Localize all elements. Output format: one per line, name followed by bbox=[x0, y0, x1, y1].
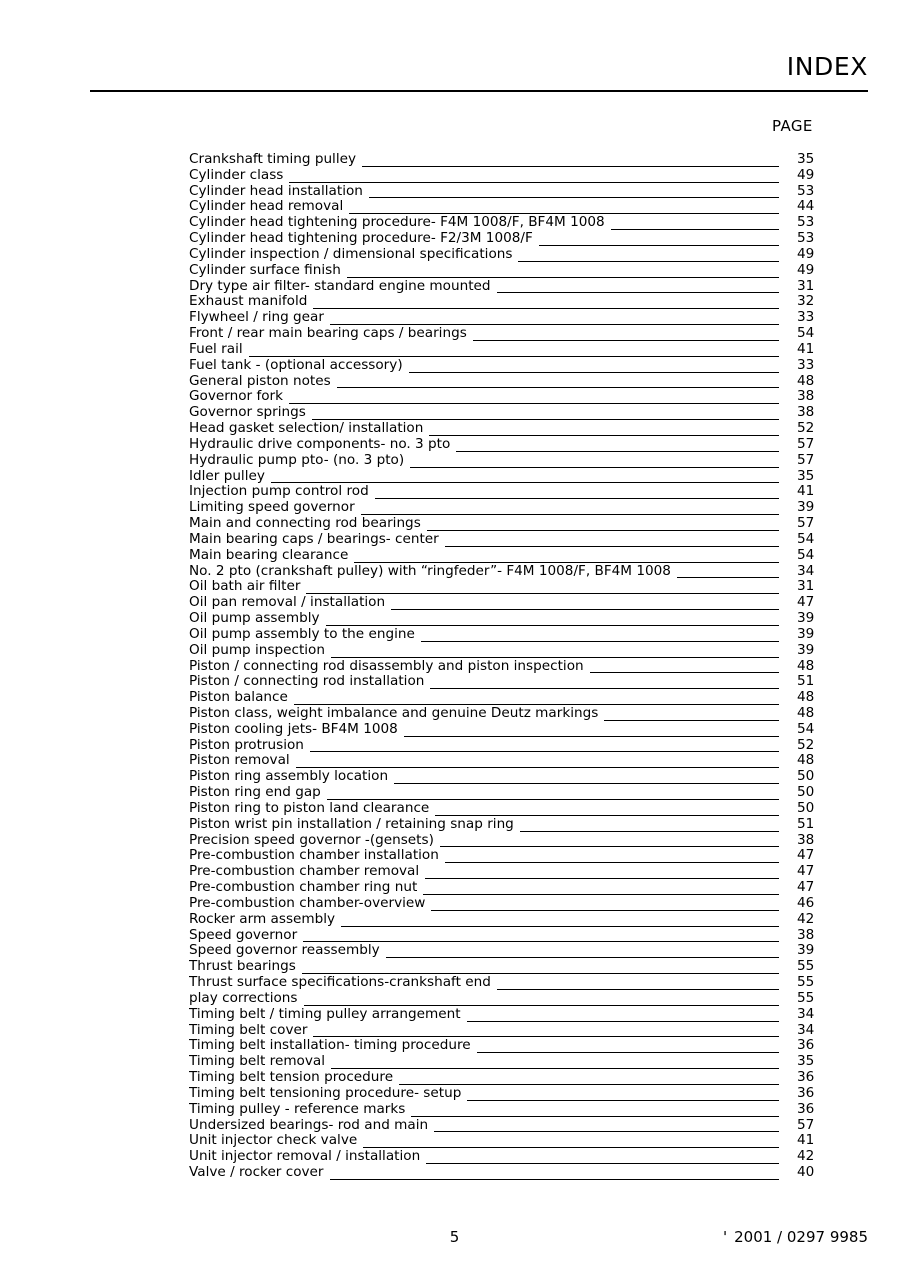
index-entry-label: Piston protrusion bbox=[189, 738, 310, 754]
index-entry-page-number: 35 bbox=[797, 467, 815, 484]
index-entry-label: Cylinder surface finish bbox=[189, 263, 347, 279]
index-entry-label: Thrust surface specifications-crankshaft end bbox=[189, 975, 497, 991]
index-entry[interactable] bbox=[189, 1165, 869, 1181]
index-entry-leader-area bbox=[189, 437, 779, 453]
index-entry-page-number: 39 bbox=[797, 499, 815, 516]
index-entry-leader-area bbox=[189, 690, 779, 706]
index-entry-label: No. 2 pto (crankshaft pulley) with “ringfeder”- F4M 1008/F, BF4M 1008 bbox=[189, 564, 677, 580]
index-entry-label: Governor springs bbox=[189, 405, 312, 421]
index-entry[interactable] bbox=[189, 1102, 869, 1118]
index-entry[interactable] bbox=[189, 516, 869, 532]
index-entry-leader-area bbox=[189, 469, 779, 485]
index-entry-page-number: 54 bbox=[797, 325, 815, 342]
index-entry-page-number: 41 bbox=[797, 1132, 815, 1149]
index-entry-leader-area bbox=[189, 864, 779, 880]
index-entry-leader-area bbox=[189, 1102, 779, 1118]
index-entry-leader-area bbox=[189, 263, 779, 279]
index-entry-leader-area bbox=[189, 848, 779, 864]
index-entry[interactable] bbox=[189, 659, 869, 675]
index-entry-leader-area bbox=[189, 943, 779, 959]
index-entry-label: Speed governor reassembly bbox=[189, 943, 386, 959]
index-entry[interactable] bbox=[189, 500, 869, 516]
index-entry[interactable] bbox=[189, 294, 869, 310]
index-entry-page-number: 47 bbox=[797, 863, 815, 880]
index-entry-label: Limiting speed governor bbox=[189, 500, 361, 516]
index-entry[interactable] bbox=[189, 627, 869, 643]
index-entry-page-number: 52 bbox=[797, 736, 815, 753]
index-entry[interactable] bbox=[189, 469, 869, 485]
index-entry-leader-area bbox=[189, 1007, 779, 1023]
index-entry[interactable] bbox=[189, 690, 869, 706]
index-entry-page-number: 38 bbox=[797, 831, 815, 848]
footer-page-number: 5 bbox=[449, 1228, 460, 1246]
index-entry-label: Piston removal bbox=[189, 753, 296, 769]
index-entry[interactable] bbox=[189, 738, 869, 754]
leader-line bbox=[189, 482, 779, 483]
index-entry-page-number: 36 bbox=[797, 1100, 815, 1117]
index-entry-leader-area bbox=[189, 1086, 779, 1102]
index-entry-page-number: 36 bbox=[797, 1037, 815, 1054]
index-entry[interactable] bbox=[189, 1118, 869, 1134]
index-entry-leader-area bbox=[189, 184, 779, 200]
index-entry-leader-area bbox=[189, 168, 779, 184]
index-entry-label: Unit injector check valve bbox=[189, 1133, 363, 1149]
footer-document-code bbox=[90, 1228, 868, 1246]
index-entry-leader-area bbox=[189, 374, 779, 390]
index-entry-leader-area bbox=[189, 643, 779, 659]
index-entry-page-number: 40 bbox=[797, 1164, 815, 1180]
index-entry[interactable] bbox=[189, 1007, 869, 1023]
index-entry-page-number: 34 bbox=[797, 1021, 815, 1038]
index-entry-label: Piston wrist pin installation / retaining snap ring bbox=[189, 817, 520, 833]
index-entry-page-number: 53 bbox=[797, 182, 815, 199]
page-title: INDEX bbox=[786, 52, 868, 81]
index-entry-leader-area bbox=[189, 579, 779, 595]
index-entry-page-number: 57 bbox=[797, 1116, 815, 1133]
index-entry-page-number: 34 bbox=[797, 562, 815, 579]
index-entry[interactable] bbox=[189, 358, 869, 374]
index-entry[interactable] bbox=[189, 928, 869, 944]
index-entry-leader-area bbox=[189, 1118, 779, 1134]
index-entry-page-number: 34 bbox=[797, 1005, 815, 1022]
index-entry-label: Exhaust manifold bbox=[189, 294, 313, 310]
index-entry-leader-area bbox=[189, 753, 779, 769]
index-entry[interactable] bbox=[189, 1038, 869, 1054]
index-entry-page-number: 36 bbox=[797, 1084, 815, 1101]
index-entry[interactable] bbox=[189, 184, 869, 200]
index-entry[interactable] bbox=[189, 753, 869, 769]
footer-code-text: 2001 / 0297 9985 bbox=[734, 1228, 868, 1246]
index-entry-label: Timing belt installation- timing procedure bbox=[189, 1038, 477, 1054]
index-entry-leader-area bbox=[189, 659, 779, 675]
index-entry-leader-area bbox=[189, 928, 779, 944]
index-entry[interactable] bbox=[189, 247, 869, 263]
index-entry[interactable] bbox=[189, 611, 869, 627]
index-entry-leader-area bbox=[189, 627, 779, 643]
index-entry-leader-area bbox=[189, 389, 779, 405]
index-entry-page-number: 47 bbox=[797, 879, 815, 896]
index-entry[interactable] bbox=[189, 168, 869, 184]
index-entry-leader-area bbox=[189, 548, 779, 564]
index-entry-page-number: 31 bbox=[797, 277, 815, 294]
index-entry-label: Speed governor bbox=[189, 928, 303, 944]
index-entry[interactable] bbox=[189, 769, 869, 785]
index-entry-label: Pre-combustion chamber removal bbox=[189, 864, 425, 880]
index-entry-label: Cylinder head removal bbox=[189, 199, 349, 215]
index-entry-page-number: 57 bbox=[797, 515, 815, 532]
index-entry-page-number: 49 bbox=[797, 245, 815, 262]
index-entry-leader-area bbox=[189, 1149, 779, 1165]
index-entry[interactable] bbox=[189, 833, 869, 849]
index-entry-page-number: 48 bbox=[797, 704, 815, 721]
index-entry-leader-area bbox=[189, 453, 779, 469]
index-entry[interactable] bbox=[189, 1086, 869, 1102]
index-entry[interactable] bbox=[189, 405, 869, 421]
index-entry-label: Injection pump control rod bbox=[189, 484, 375, 500]
index-entry[interactable] bbox=[189, 643, 869, 659]
index-entry-leader-area bbox=[189, 959, 779, 975]
index-entry[interactable] bbox=[189, 484, 869, 500]
index-entry-label: Pre-combustion chamber ring nut bbox=[189, 880, 423, 896]
index-entry[interactable] bbox=[189, 817, 869, 833]
index-entry-page-number: 32 bbox=[797, 293, 815, 310]
index-entry[interactable] bbox=[189, 532, 869, 548]
index-entry-page-number: 57 bbox=[797, 435, 815, 452]
index-entry-page-number: 35 bbox=[797, 1053, 815, 1070]
index-entry[interactable] bbox=[189, 1070, 869, 1086]
index-entry-leader-area bbox=[189, 769, 779, 785]
index-entry-page-number: 51 bbox=[797, 673, 815, 690]
index-entry-leader-area bbox=[189, 421, 779, 437]
index-entry-label: Pre-combustion chamber-overview bbox=[189, 896, 431, 912]
index-entry-leader-area bbox=[189, 310, 779, 326]
index-entry-leader-area bbox=[189, 1023, 779, 1039]
index-entry-label: General piston notes bbox=[189, 374, 337, 390]
page-column-header: PAGE bbox=[772, 117, 813, 135]
index-entry-page-number: 44 bbox=[797, 198, 815, 215]
index-entry-leader-area bbox=[189, 975, 779, 991]
index-entry-label: Timing belt / timing pulley arrangement bbox=[189, 1007, 467, 1023]
index-entry-label: Hydraulic pump pto- (no. 3 pto) bbox=[189, 453, 410, 469]
index-entry-label: Unit injector removal / installation bbox=[189, 1149, 426, 1165]
leader-line bbox=[189, 356, 779, 357]
index-entry-list bbox=[189, 152, 869, 1181]
index-entry-page-number: 49 bbox=[797, 261, 815, 278]
index-entry[interactable] bbox=[189, 880, 869, 896]
index-entry-label: Oil pump inspection bbox=[189, 643, 331, 659]
index-entry-leader-area bbox=[189, 1133, 779, 1149]
index-entry-label: play corrections bbox=[189, 991, 304, 1007]
header-divider bbox=[90, 90, 868, 92]
index-entry-leader-area bbox=[189, 1165, 779, 1181]
index-entry[interactable] bbox=[189, 579, 869, 595]
index-entry-page-number: 48 bbox=[797, 689, 815, 706]
index-entry[interactable] bbox=[189, 975, 869, 991]
index-entry[interactable] bbox=[189, 896, 869, 912]
index-entry-label: Main bearing caps / bearings- center bbox=[189, 532, 445, 548]
index-entry[interactable] bbox=[189, 389, 869, 405]
index-entry-leader-area bbox=[189, 279, 779, 295]
index-entry-page-number: 31 bbox=[797, 578, 815, 595]
index-entry[interactable] bbox=[189, 199, 869, 215]
index-entry-label: Cylinder class bbox=[189, 168, 289, 184]
index-entry[interactable] bbox=[189, 785, 869, 801]
index-entry-leader-area bbox=[189, 896, 779, 912]
index-entry-label: Undersized bearings- rod and main bbox=[189, 1118, 434, 1134]
index-entry-page-number: 36 bbox=[797, 1069, 815, 1086]
index-entry[interactable] bbox=[189, 943, 869, 959]
index-entry-leader-area bbox=[189, 516, 779, 532]
index-entry-label: Timing belt cover bbox=[189, 1023, 313, 1039]
index-entry-leader-area bbox=[189, 595, 779, 611]
index-entry[interactable] bbox=[189, 864, 869, 880]
index-entry[interactable] bbox=[189, 263, 869, 279]
index-entry-page-number: 35 bbox=[797, 151, 815, 167]
index-entry[interactable] bbox=[189, 1149, 869, 1165]
index-entry-page-number: 38 bbox=[797, 404, 815, 421]
index-entry-page-number: 54 bbox=[797, 720, 815, 737]
index-entry[interactable] bbox=[189, 453, 869, 469]
index-entry-label: Precision speed governor -(gensets) bbox=[189, 833, 440, 849]
index-entry-page-number: 39 bbox=[797, 641, 815, 658]
index-entry[interactable] bbox=[189, 215, 869, 231]
index-entry-label: Idler pulley bbox=[189, 469, 271, 485]
index-entry-page-number: 50 bbox=[797, 799, 815, 816]
index-entry-label: Piston / connecting rod installation bbox=[189, 674, 430, 690]
index-entry[interactable] bbox=[189, 1023, 869, 1039]
index-entry-leader-area bbox=[189, 247, 779, 263]
index-entry-leader-area bbox=[189, 231, 779, 247]
index-entry-leader-area bbox=[189, 484, 779, 500]
index-entry-label: Piston cooling jets- BF4M 1008 bbox=[189, 722, 404, 738]
index-entry-leader-area bbox=[189, 991, 779, 1007]
index-entry-label: Dry type air filter- standard engine mounted bbox=[189, 279, 497, 295]
index-entry-label: Main bearing clearance bbox=[189, 548, 354, 564]
index-entry[interactable] bbox=[189, 959, 869, 975]
index-entry-label: Oil pan removal / installation bbox=[189, 595, 391, 611]
index-entry-page-number: 38 bbox=[797, 926, 815, 943]
index-entry-leader-area bbox=[189, 152, 779, 168]
index-entry-label: Governor fork bbox=[189, 389, 289, 405]
index-entry-page-number: 53 bbox=[797, 230, 815, 247]
index-entry-label: Piston ring assembly location bbox=[189, 769, 394, 785]
index-entry-label: Oil pump assembly to the engine bbox=[189, 627, 421, 643]
index-entry[interactable] bbox=[189, 326, 869, 342]
index-entry-leader-area bbox=[189, 326, 779, 342]
index-entry-leader-area bbox=[189, 785, 779, 801]
index-entry-page-number: 48 bbox=[797, 752, 815, 769]
index-entry[interactable] bbox=[189, 564, 869, 580]
index-entry-leader-area bbox=[189, 801, 779, 817]
index-entry-page-number: 41 bbox=[797, 340, 815, 357]
index-entry[interactable] bbox=[189, 912, 869, 928]
index-entry[interactable] bbox=[189, 374, 869, 390]
index-entry[interactable] bbox=[189, 848, 869, 864]
index-entry[interactable] bbox=[189, 991, 869, 1007]
index-entry-leader-area bbox=[189, 294, 779, 310]
index-entry-leader-area bbox=[189, 706, 779, 722]
copyright-mark-icon: ' bbox=[722, 1228, 728, 1246]
index-entry[interactable] bbox=[189, 421, 869, 437]
index-entry-label: Oil pump assembly bbox=[189, 611, 326, 627]
index-entry-label: Hydraulic drive components- no. 3 pto bbox=[189, 437, 456, 453]
index-entry-leader-area bbox=[189, 532, 779, 548]
index-entry-page-number: 41 bbox=[797, 483, 815, 500]
index-entry-label: Cylinder head installation bbox=[189, 184, 369, 200]
index-entry-label: Piston ring to piston land clearance bbox=[189, 801, 435, 817]
index-entry-leader-area bbox=[189, 912, 779, 928]
index-entry-page-number: 39 bbox=[797, 625, 815, 642]
index-entry-label: Timing belt removal bbox=[189, 1054, 331, 1070]
index-entry-label: Crankshaft timing pulley bbox=[189, 152, 362, 168]
index-entry-page-number: 39 bbox=[797, 942, 815, 959]
index-entry-page-number: 47 bbox=[797, 594, 815, 611]
index-entry-page-number: 49 bbox=[797, 166, 815, 183]
index-entry[interactable] bbox=[189, 279, 869, 295]
index-entry-leader-area bbox=[189, 405, 779, 421]
index-entry-leader-area bbox=[189, 611, 779, 627]
index-entry-page-number: 47 bbox=[797, 847, 815, 864]
index-entry-leader-area bbox=[189, 215, 779, 231]
index-entry[interactable] bbox=[189, 342, 869, 358]
index-entry[interactable] bbox=[189, 1054, 869, 1070]
index-entry-page-number: 42 bbox=[797, 910, 815, 927]
index-entry-leader-area bbox=[189, 342, 779, 358]
index-entry-page-number: 55 bbox=[797, 958, 815, 975]
index-entry-page-number: 50 bbox=[797, 784, 815, 801]
index-entry-leader-area bbox=[189, 199, 779, 215]
index-entry[interactable] bbox=[189, 674, 869, 690]
index-entry-label: Oil bath air filter bbox=[189, 579, 306, 595]
index-entry-page-number: 48 bbox=[797, 657, 815, 674]
index-entry-label: Rocker arm assembly bbox=[189, 912, 341, 928]
index-entry[interactable] bbox=[189, 310, 869, 326]
index-entry-label: Piston ring end gap bbox=[189, 785, 327, 801]
index-entry-page-number: 50 bbox=[797, 768, 815, 785]
index-entry-page-number: 42 bbox=[797, 1148, 815, 1165]
index-entry-label: Timing pulley - reference marks bbox=[189, 1102, 411, 1118]
index-entry-page-number: 46 bbox=[797, 894, 815, 911]
index-entry-leader-area bbox=[189, 358, 779, 374]
index-entry-page-number: 48 bbox=[797, 372, 815, 389]
index-entry-label: Piston balance bbox=[189, 690, 294, 706]
index-entry-leader-area bbox=[189, 738, 779, 754]
index-entry-leader-area bbox=[189, 1070, 779, 1086]
index-entry-label: Valve / rocker cover bbox=[189, 1165, 330, 1181]
index-entry-leader-area bbox=[189, 500, 779, 516]
index-entry-leader-area bbox=[189, 1054, 779, 1070]
index-entry-label: Pre-combustion chamber installation bbox=[189, 848, 445, 864]
index-entry-label: Timing belt tension procedure bbox=[189, 1070, 399, 1086]
index-entry-label: Piston / connecting rod disassembly and piston inspection bbox=[189, 659, 590, 675]
index-entry-label: Fuel tank - (optional accessory) bbox=[189, 358, 409, 374]
index-entry-page-number: 54 bbox=[797, 546, 815, 563]
index-entry-page-number: 39 bbox=[797, 610, 815, 627]
index-entry-label: Timing belt tensioning procedure- setup bbox=[189, 1086, 467, 1102]
index-entry-label: Cylinder inspection / dimensional specifications bbox=[189, 247, 518, 263]
index-entry-page-number: 55 bbox=[797, 989, 815, 1006]
index-entry-label: Fuel rail bbox=[189, 342, 249, 358]
index-entry[interactable] bbox=[189, 595, 869, 611]
index-entry-page-number: 55 bbox=[797, 974, 815, 991]
index-entry[interactable] bbox=[189, 801, 869, 817]
index-entry-label: Head gasket selection/ installation bbox=[189, 421, 429, 437]
index-entry[interactable] bbox=[189, 152, 869, 168]
index-entry-page-number: 54 bbox=[797, 530, 815, 547]
index-entry-label: Main and connecting rod bearings bbox=[189, 516, 427, 532]
index-entry-page-number: 51 bbox=[797, 815, 815, 832]
index-entry-label: Cylinder head tightening procedure- F2/3M 1008/F bbox=[189, 231, 539, 247]
index-entry[interactable] bbox=[189, 706, 869, 722]
index-entry[interactable] bbox=[189, 231, 869, 247]
index-entry-leader-area bbox=[189, 833, 779, 849]
index-entry-leader-area bbox=[189, 880, 779, 896]
index-entry[interactable] bbox=[189, 548, 869, 564]
index-entry-label: Front / rear main bearing caps / bearings bbox=[189, 326, 473, 342]
index-entry-page-number: 53 bbox=[797, 214, 815, 231]
index-entry-leader-area bbox=[189, 564, 779, 580]
index-entry-page-number: 52 bbox=[797, 420, 815, 437]
index-entry-label: Piston class, weight imbalance and genuine Deutz markings bbox=[189, 706, 604, 722]
index-entry-page-number: 33 bbox=[797, 309, 815, 326]
index-entry[interactable] bbox=[189, 437, 869, 453]
index-entry-leader-area bbox=[189, 1038, 779, 1054]
index-entry-leader-area bbox=[189, 817, 779, 833]
index-entry-label: Thrust bearings bbox=[189, 959, 302, 975]
index-entry-leader-area bbox=[189, 674, 779, 690]
index-entry-page-number: 33 bbox=[797, 356, 815, 373]
index-entry-page-number: 57 bbox=[797, 451, 815, 468]
index-entry[interactable] bbox=[189, 722, 869, 738]
index-entry-label: Flywheel / ring gear bbox=[189, 310, 330, 326]
index-entry[interactable] bbox=[189, 1133, 869, 1149]
index-entry-label: Cylinder head tightening procedure- F4M 1008/F, BF4M 1008 bbox=[189, 215, 611, 231]
index-entry-page-number: 38 bbox=[797, 388, 815, 405]
index-entry-leader-area bbox=[189, 722, 779, 738]
